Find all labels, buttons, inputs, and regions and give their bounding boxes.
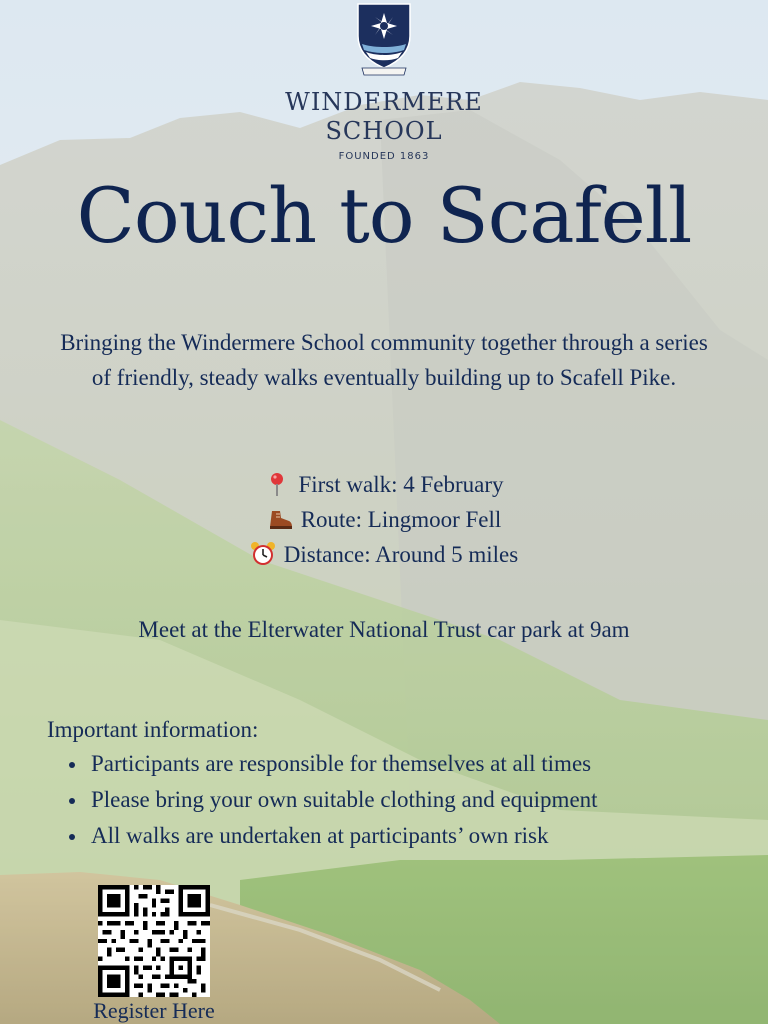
list-item: Please bring your own suitable clothing and equipment	[47, 782, 598, 818]
list-item: Participants are responsible for themselves at all times	[47, 746, 598, 782]
detail-distance-text: Distance: Around 5 miles	[283, 542, 519, 567]
detail-route-text: Route: Lingmoor Fell	[300, 507, 502, 532]
school-name	[0, 88, 768, 146]
register-qr-code[interactable]	[98, 885, 210, 997]
intro-text: Bringing the Windermere School community together through a series of friendly, steady walks eventually building up to Scafell Pike.	[60, 330, 708, 390]
school-name-line1: WINDERMERE	[285, 88, 483, 116]
detail-route	[0, 502, 768, 537]
list-item: All walks are undertaken at participants’ own risk	[47, 818, 598, 854]
hiking-boot-icon	[267, 506, 293, 532]
detail-first-walk-text: First walk: 4 February	[298, 472, 504, 497]
walk-details	[0, 467, 768, 572]
school-crest-logo	[356, 2, 412, 76]
important-info-heading: Important information:	[47, 717, 259, 742]
school-founded: FOUNDED 1863	[338, 151, 430, 162]
important-info-list	[47, 746, 598, 854]
pin-icon	[264, 471, 290, 497]
alarm-clock-icon	[250, 541, 276, 567]
register-label: Register Here	[93, 998, 215, 1023]
meeting-point: Meet at the Elterwater National Trust car park at 9am	[138, 617, 630, 642]
detail-distance	[0, 537, 768, 572]
detail-first-walk	[0, 467, 768, 502]
poster-title: Couch to Scafell	[76, 171, 692, 260]
school-name-line2: SCHOOL	[325, 117, 443, 145]
